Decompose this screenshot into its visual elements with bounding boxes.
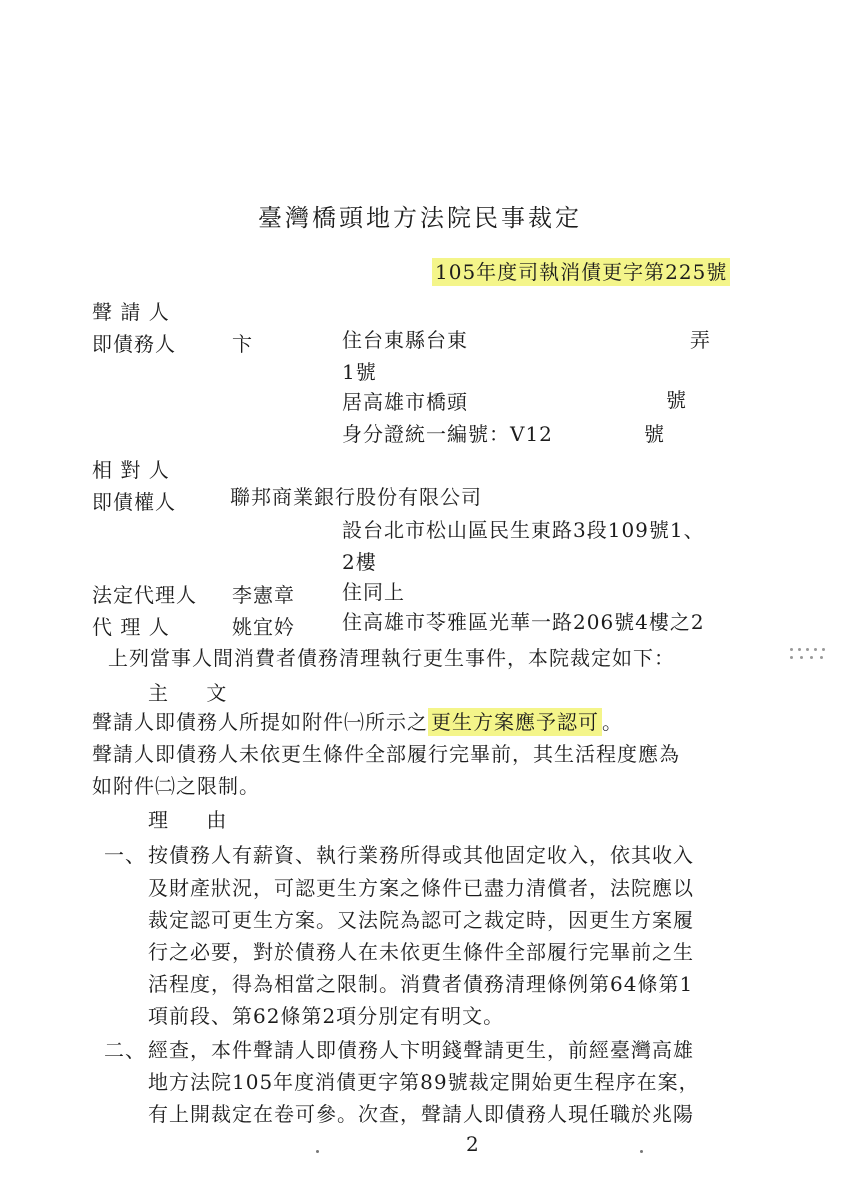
applicant-id-number: 身分證統一編號：V12 — [342, 422, 553, 446]
reason-1-line: 及財產狀況，可認更生方案之條件已盡力清償者，法院應以 — [148, 876, 694, 900]
legal-representative-name: 李憲章 — [232, 583, 295, 607]
reason-1-marker: 一、 — [104, 843, 146, 867]
reason-1-line: 按債務人有薪資、執行業務所得或其他固定收入，依其收入 — [148, 843, 694, 867]
main-item-1-start: 聲請人即債務人所提如附件㈠所示之 — [92, 710, 428, 734]
respondent-label-1: 相 對 人 — [92, 458, 170, 482]
respondent-label-2: 即債權人 — [92, 490, 176, 514]
applicant-residence: 居高雄市橋頭 — [342, 390, 468, 414]
agent-label: 代 理 人 — [92, 615, 170, 639]
reason-2-line: 地方法院105年度消債更字第89號裁定開始更生程序在案， — [148, 1070, 700, 1094]
agent-address: 住高雄市苓雅區光華一路206號4樓之2 — [342, 610, 705, 634]
applicant-address-1: 住台東縣台東 — [342, 328, 468, 352]
respondent-address-1: 設台北市松山區民生東路3段109號1、 — [342, 518, 705, 542]
applicant-name: 卞 — [232, 332, 253, 356]
respondent-address-2: 2樓 — [342, 550, 377, 574]
scan-speck — [640, 1150, 643, 1153]
reason-2-line: 有上開裁定在卷可參。次查，聲請人即債務人現任職於兆陽 — [148, 1102, 694, 1126]
main-text-heading: 主 文 — [148, 681, 243, 705]
case-number — [432, 262, 730, 282]
main-item-1-end: 。 — [602, 710, 623, 734]
reason-2-line: 經查，本件聲請人即債務人卞明錢聲請更生，前經臺灣高雄 — [148, 1038, 694, 1062]
applicant-label-1: 聲 請 人 — [92, 300, 170, 324]
main-item-1-highlight: 更生方案應予認可 — [428, 708, 602, 736]
reason-1-line: 項前段、第62條第2項分別定有明文。 — [148, 1004, 505, 1028]
reason-1-line: 裁定認可更生方案。又法院為認可之裁定時，因更生方案履 — [148, 908, 694, 932]
legal-representative-label: 法定代理人 — [92, 583, 197, 607]
reason-1-line: 活程度，得為相當之限制。消費者債務清理條例第64條第1 — [148, 972, 694, 996]
main-text-item-1 — [92, 712, 623, 732]
document-title: 臺灣橋頭地方法院民事裁定 — [258, 204, 582, 232]
page-number: 2 — [466, 1132, 480, 1156]
reasons-heading: 理 由 — [148, 808, 243, 832]
scan-dots — [790, 646, 830, 662]
case-number-highlight: 105年度司執消債更字第225號 — [432, 258, 730, 286]
legal-representative-address: 住同上 — [342, 580, 405, 604]
main-text-item-2-line-1: 聲請人即債務人未依更生條件全部履行完畢前，其生活程度應為 — [92, 742, 680, 766]
applicant-address-1-tail: 弄 — [690, 328, 711, 352]
respondent-name: 聯邦商業銀行股份有限公司 — [230, 485, 482, 509]
scan-speck — [316, 1150, 319, 1153]
applicant-residence-tail: 號 — [666, 388, 687, 412]
reason-1-line: 行之必要，對於債務人在未依更生條件全部履行完畢前之生 — [148, 940, 694, 964]
main-text-item-2-line-2: 如附件㈡之限制。 — [92, 774, 260, 798]
reason-2-marker: 二、 — [104, 1038, 146, 1062]
applicant-id-tail: 號 — [644, 422, 665, 446]
intro-sentence: 上列當事人間消費者債務清理執行更生事件，本院裁定如下： — [108, 646, 675, 670]
applicant-label-2: 即債務人 — [92, 332, 176, 356]
agent-name: 姚宜妗 — [232, 615, 295, 639]
applicant-address-2: 1號 — [342, 360, 377, 384]
